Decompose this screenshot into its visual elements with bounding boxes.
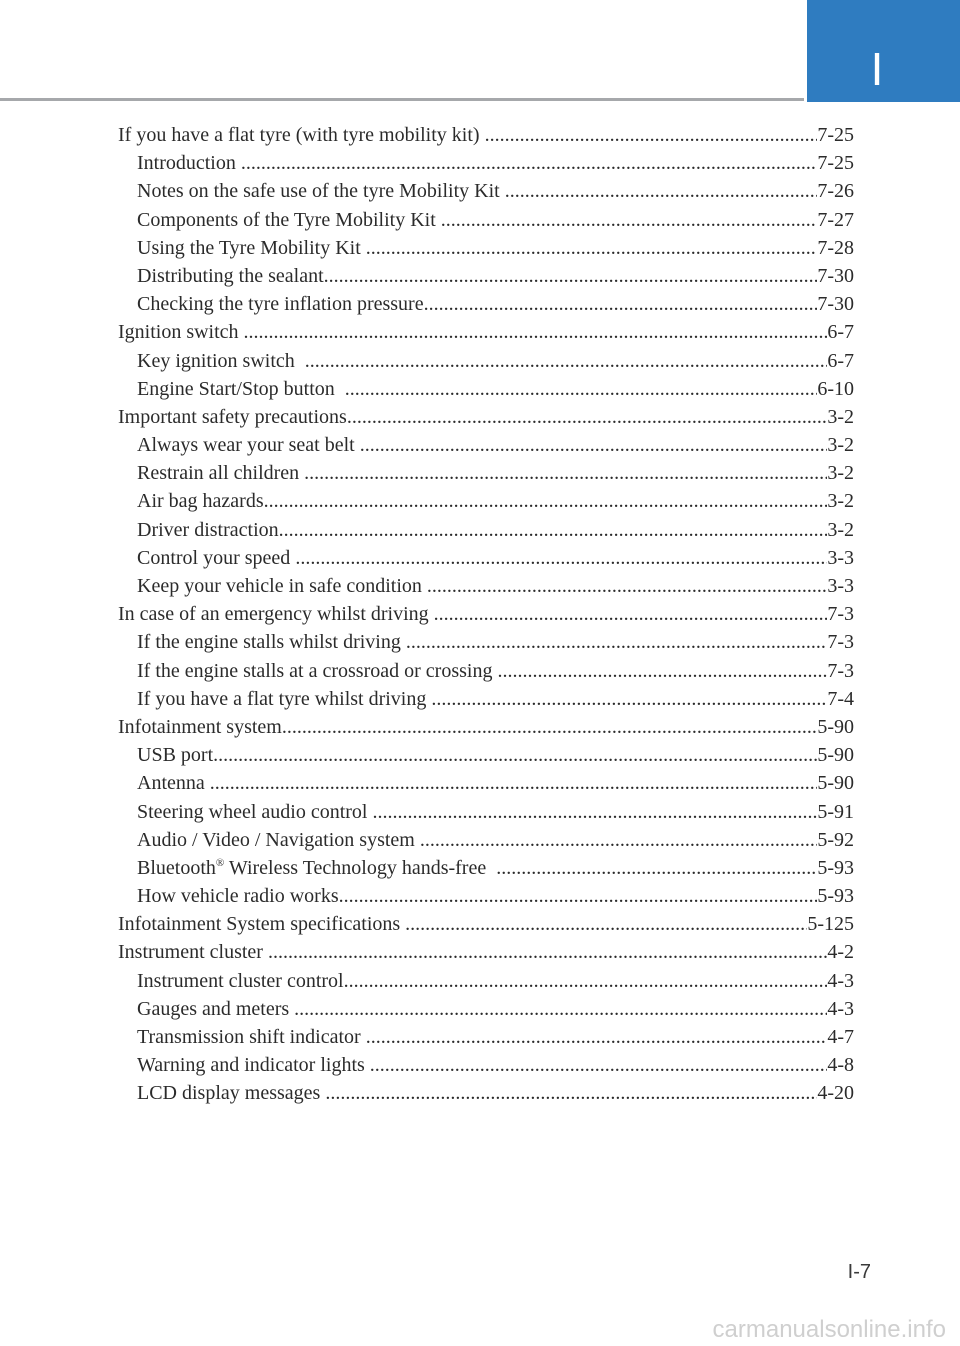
- dot-leader: [264, 487, 828, 515]
- entry-label: [137, 854, 496, 882]
- entry-label-text: If the engine stalls whilst driving: [137, 631, 406, 654]
- entry-label: [137, 628, 406, 656]
- dot-leader: [344, 967, 828, 995]
- index-subentry: [118, 657, 854, 685]
- entry-page-ref: 5-90: [817, 715, 854, 738]
- entry-page-ref: 6-7: [827, 321, 854, 344]
- entry-label-text: Audio / Video / Navigation system: [137, 828, 420, 851]
- entry-label-text: Air bag hazards: [137, 490, 264, 513]
- entry-label-text: LCD display messages: [137, 1082, 326, 1105]
- entry-page-ref: 4-3: [827, 997, 854, 1020]
- dot-leader: [406, 628, 827, 656]
- entry-label: [137, 685, 431, 713]
- entry-label-text: Important safety precautions: [118, 405, 347, 428]
- index-subentry: [118, 572, 854, 600]
- dot-leader: [244, 318, 828, 346]
- entry-page-ref: 3-2: [827, 462, 854, 485]
- entry-label-text: If you have a flat tyre (with tyre mobility kit): [118, 124, 485, 146]
- dot-leader: [405, 910, 807, 938]
- dot-leader: [424, 290, 818, 318]
- dot-leader: [427, 572, 827, 600]
- entry-page-ref: 7-25: [817, 152, 854, 175]
- entry-label: [118, 403, 347, 431]
- entry-page-ref: 3-2: [827, 490, 854, 513]
- entry-label: [137, 544, 295, 572]
- entry-label: [118, 938, 268, 966]
- entry-label-text: Infotainment System specifications: [118, 913, 406, 936]
- entry-label-text: Checking the tyre inflation pressure: [137, 293, 424, 316]
- entry-page-ref: 4-2: [827, 941, 854, 964]
- entry-page-ref: 7-3: [827, 631, 854, 654]
- dot-leader: [434, 600, 828, 628]
- index-entry: [118, 318, 854, 346]
- entry-page-ref: 5-125: [807, 913, 854, 936]
- entry-label-text: If the engine stalls at a crossroad or crossing: [137, 659, 498, 682]
- index-subentry: [118, 431, 854, 459]
- entry-label-text: Components of the Tyre Mobility Kit: [137, 208, 441, 231]
- entry-label-text: Transmission shift indicator: [137, 1026, 366, 1048]
- entry-label-text: Key ignition switch: [137, 349, 305, 372]
- entry-label: [137, 769, 210, 797]
- entry-label-text: Using the Tyre Mobility Kit: [137, 236, 366, 259]
- entry-label-text: Instrument cluster control: [137, 969, 344, 992]
- index-subentry: [118, 769, 854, 797]
- index-subentry: [118, 206, 854, 234]
- index-subentry: [118, 967, 854, 995]
- index-subentry: [118, 290, 854, 318]
- entry-label: [137, 262, 324, 290]
- entry-page-ref: 5-90: [817, 772, 854, 795]
- entry-page-ref: 3-2: [827, 434, 854, 457]
- entry-page-ref: 5-93: [817, 885, 854, 908]
- index-subentry: [118, 177, 854, 205]
- entry-page-ref: 7-30: [817, 264, 854, 287]
- index-subentry: [118, 262, 854, 290]
- entry-label: [118, 910, 405, 938]
- entry-page-ref: 7-4: [827, 687, 854, 710]
- dot-leader: [339, 882, 818, 910]
- entry-label-text: Steering wheel audio control: [137, 800, 373, 823]
- index-entry: [118, 910, 854, 938]
- entry-label: [118, 121, 485, 149]
- entry-page-ref: 7-30: [817, 293, 854, 316]
- index-list: [118, 121, 854, 1108]
- watermark-text: carmanualsonline.info: [712, 1316, 946, 1343]
- entry-page-ref: 4-20: [817, 1082, 854, 1105]
- entry-label-text: Wireless Technology hands-free: [224, 856, 497, 879]
- index-entry: [118, 121, 854, 149]
- dot-leader: [213, 741, 817, 769]
- entry-label-text: Ignition switch: [118, 321, 244, 344]
- index-subentry: [118, 487, 854, 515]
- index-subentry: [118, 1079, 854, 1107]
- entry-label: [137, 741, 213, 769]
- header-rule: [0, 98, 804, 101]
- section-tab: [807, 0, 960, 102]
- dot-leader: [345, 375, 818, 403]
- entry-page-ref: 5-91: [817, 800, 854, 823]
- index-subentry: [118, 234, 854, 262]
- entry-page-ref: 7-28: [817, 236, 854, 259]
- entry-label-text: Instrument cluster: [118, 941, 268, 964]
- dot-leader: [347, 403, 828, 431]
- page-number: I-7: [847, 1261, 871, 1283]
- entry-label: [137, 431, 360, 459]
- dot-leader: [441, 206, 818, 234]
- dot-leader: [279, 516, 828, 544]
- entry-label-text: Restrain all children: [137, 462, 305, 485]
- dot-leader: [282, 713, 817, 741]
- dot-leader: [325, 1079, 817, 1107]
- index-subentry: [118, 882, 854, 910]
- dot-leader: [360, 431, 828, 459]
- dot-leader: [497, 657, 827, 685]
- index-entry: [118, 938, 854, 966]
- entry-label: [137, 516, 279, 544]
- index-entry: [118, 713, 854, 741]
- entry-label-text: Engine Start/Stop button: [137, 377, 345, 400]
- entry-page-ref: 7-26: [817, 180, 854, 203]
- index-subentry: [118, 826, 854, 854]
- dot-leader: [241, 149, 817, 177]
- dot-leader: [294, 995, 827, 1023]
- entry-page-ref: 7-27: [817, 208, 854, 231]
- index-subentry: [118, 347, 854, 375]
- entry-label: [118, 600, 434, 628]
- entry-label-text: Gauges and meters: [137, 997, 295, 1020]
- index-subentry: [118, 1023, 854, 1051]
- entry-page-ref: 7-3: [827, 659, 854, 682]
- index-subentry: [118, 459, 854, 487]
- dot-leader: [295, 544, 827, 572]
- entry-page-ref: 3-2: [827, 518, 854, 541]
- entry-label: [118, 318, 244, 346]
- entry-label: [137, 882, 339, 910]
- entry-page-ref: 3-3: [827, 546, 854, 569]
- entry-label-text: Notes on the safe use of the tyre Mobility Kit: [137, 180, 505, 203]
- entry-label: [137, 1051, 370, 1079]
- entry-label: [137, 572, 427, 600]
- entry-label: [137, 206, 441, 234]
- entry-label: [137, 234, 366, 262]
- index-subentry: [118, 375, 854, 403]
- index-subentry: [118, 995, 854, 1023]
- entry-label-text: Infotainment system: [118, 715, 282, 738]
- entry-label: [137, 657, 497, 685]
- entry-label: [137, 290, 424, 318]
- entry-label-text: In case of an emergency whilst driving: [118, 603, 434, 626]
- index-subentry: [118, 628, 854, 656]
- entry-label-text: How vehicle radio works: [137, 885, 339, 908]
- entry-page-ref: 4-7: [827, 1026, 854, 1048]
- entry-label-text: Driver distraction: [137, 518, 279, 541]
- dot-leader: [305, 347, 828, 375]
- entry-label: [137, 826, 420, 854]
- entry-page-ref: 7-25: [817, 124, 854, 146]
- index-subentry: [118, 741, 854, 769]
- entry-label-text: Bluetooth: [137, 856, 216, 879]
- entry-page-ref: 5-90: [817, 744, 854, 767]
- entry-label: [137, 375, 345, 403]
- dot-leader: [485, 121, 818, 149]
- dot-leader: [268, 938, 827, 966]
- entry-page-ref: 3-3: [827, 575, 854, 597]
- index-subentry: [118, 854, 854, 882]
- entry-page-ref: 7-3: [827, 603, 854, 626]
- entry-page-ref: 6-7: [827, 349, 854, 372]
- entry-page-ref: 3-2: [827, 405, 854, 428]
- entry-label-text: Warning and indicator lights: [137, 1054, 370, 1077]
- index-entry: [118, 403, 854, 431]
- entry-label: [137, 1023, 366, 1051]
- dot-leader: [431, 685, 827, 713]
- dot-leader: [304, 459, 827, 487]
- entry-label: [118, 713, 282, 741]
- dot-leader: [366, 234, 818, 262]
- index-subentry: [118, 544, 854, 572]
- entry-label: [137, 347, 305, 375]
- dot-leader: [210, 769, 818, 797]
- entry-page-ref: 4-3: [827, 969, 854, 992]
- entry-label-text: Introduction: [137, 152, 241, 175]
- entry-label: [137, 798, 373, 826]
- entry-page-ref: 4-8: [827, 1054, 854, 1077]
- dot-leader: [373, 798, 818, 826]
- dot-leader: [366, 1023, 828, 1051]
- entry-label: [137, 149, 241, 177]
- entry-label: [137, 967, 344, 995]
- index-subentry: [118, 516, 854, 544]
- entry-label: [137, 487, 264, 515]
- dot-leader: [370, 1051, 828, 1079]
- entry-label-text: Antenna: [137, 772, 210, 795]
- entry-label-text: If you have a flat tyre whilst driving: [137, 687, 432, 710]
- entry-page-ref: 6-10: [817, 377, 854, 400]
- entry-label-text: Keep your vehicle in safe condition: [137, 575, 427, 597]
- entry-label-text: Distributing the sealant: [137, 264, 324, 287]
- index-subentry: [118, 1051, 854, 1079]
- index-subentry: [118, 149, 854, 177]
- index-subentry: [118, 685, 854, 713]
- entry-label-text: USB port: [137, 744, 214, 767]
- registered-mark: ®: [215, 856, 225, 869]
- dot-leader: [496, 854, 817, 882]
- section-tab-letter: I: [870, 43, 884, 95]
- index-subentry: [118, 798, 854, 826]
- dot-leader: [505, 177, 818, 205]
- entry-label-text: Control your speed: [137, 546, 296, 569]
- entry-label: [137, 459, 304, 487]
- entry-label: [137, 1079, 325, 1107]
- entry-label-text: Always wear your seat belt: [137, 434, 360, 457]
- entry-page-ref: 5-93: [817, 856, 854, 879]
- entry-label: [137, 177, 505, 205]
- index-entry: [118, 600, 854, 628]
- entry-label: [137, 995, 294, 1023]
- dot-leader: [324, 262, 818, 290]
- entry-page-ref: 5-92: [817, 828, 854, 851]
- dot-leader: [420, 826, 817, 854]
